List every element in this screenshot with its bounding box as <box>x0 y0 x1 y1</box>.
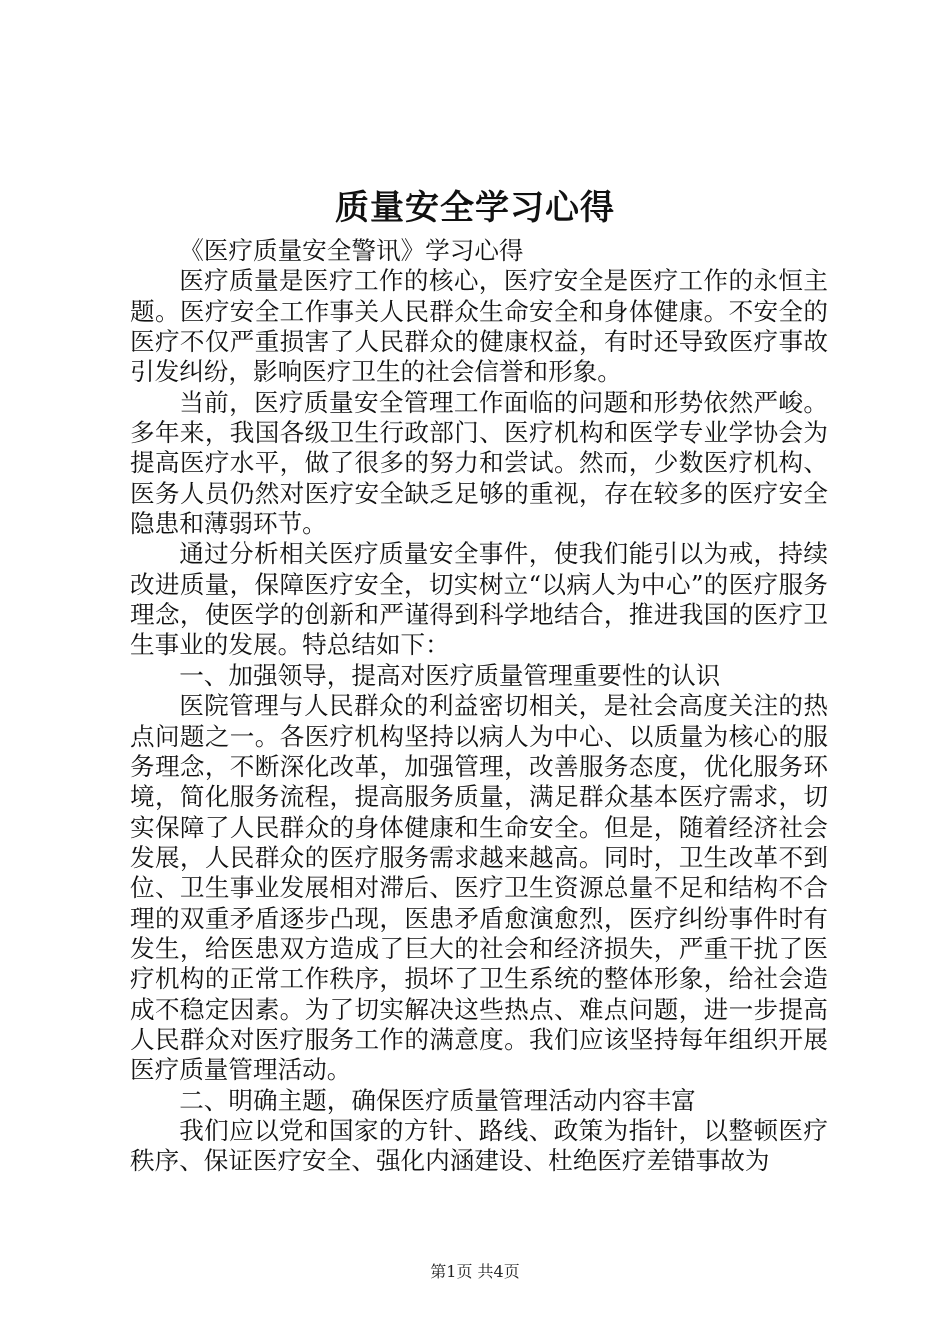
paragraph-2: 当前，医疗质量安全管理工作面临的问题和形势依然严峻。多年来，我国各级卫生行政部门、医疗机构和医学专业学协会为提高医疗水平，做了很多的努力和尝试。然而，少数医疗机构、医务人员仍然对医疗安全缺乏足够的重视，存在较多的医疗安全隐患和薄弱环节。 <box>130 387 828 539</box>
document-subtitle: 《医疗质量安全警讯》学习心得 <box>179 236 524 265</box>
document-title: 质量安全学习心得 <box>335 188 615 228</box>
paragraph-5: 我们应以党和国家的方针、路线、政策为指针，以整顿医疗秩序、保证医疗安全、强化内涵建设、杜绝医疗差错事故为 <box>130 1115 828 1176</box>
section-heading-2: 二、明确主题，确保医疗质量管理活动内容丰富 <box>179 1085 696 1115</box>
page-number-footer: 第1页 共4页 <box>430 1262 520 1281</box>
paragraph-3: 通过分析相关医疗质量安全事件，使我们能引以为戒，持续改进质量，保障医疗安全，切实树立“以病人为中心”的医疗服务理念，使医学的创新和严谨得到科学地结合，推进我国的医疗卫生事业的发展。特总结如下： <box>130 539 828 660</box>
paragraph-4: 医院管理与人民群众的利益密切相关，是社会高度关注的热点问题之一。各医疗机构坚持以病人为中心、以质量为核心的服务理念，不断深化改革，加强管理，改善服务态度，优化服务环境，简化服务流程，提高服务质量，满足群众基本医疗需求，切实保障了人民群众的身体健康和生命安全。但是，随着经济社会发展，人民群众的医疗服务需求越来越高。同时，卫生改革不到位、卫生事业发展相对滞后、医疗卫生资源总量不足和结构不合理的双重矛盾逐步凸现，医患矛盾愈演愈烈，医疗纠纷事件时有发生，给医患双方造成了巨大的社会和经济损失，严重干扰了医疗机构的正常工作秩序，损坏了卫生系统的整体形象，给社会造成不稳定因素。为了切实解决这些热点、难点问题，进一步提高人民群众对医疗服务工作的满意度。我们应该坚持每年组织开展医疗质量管理活动。 <box>130 691 828 1085</box>
paragraph-1: 医疗质量是医疗工作的核心，医疗安全是医疗工作的永恒主题。医疗安全工作事关人民群众生命安全和身体健康。不安全的医疗不仅严重损害了人民群众的健康权益，有时还导致医疗事故引发纠纷，影响医疗卫生的社会信誉和形象。 <box>130 266 828 387</box>
section-heading-1: 一、加强领导，提高对医疗质量管理重要性的认识 <box>179 660 721 690</box>
document-body <box>130 236 828 1177</box>
